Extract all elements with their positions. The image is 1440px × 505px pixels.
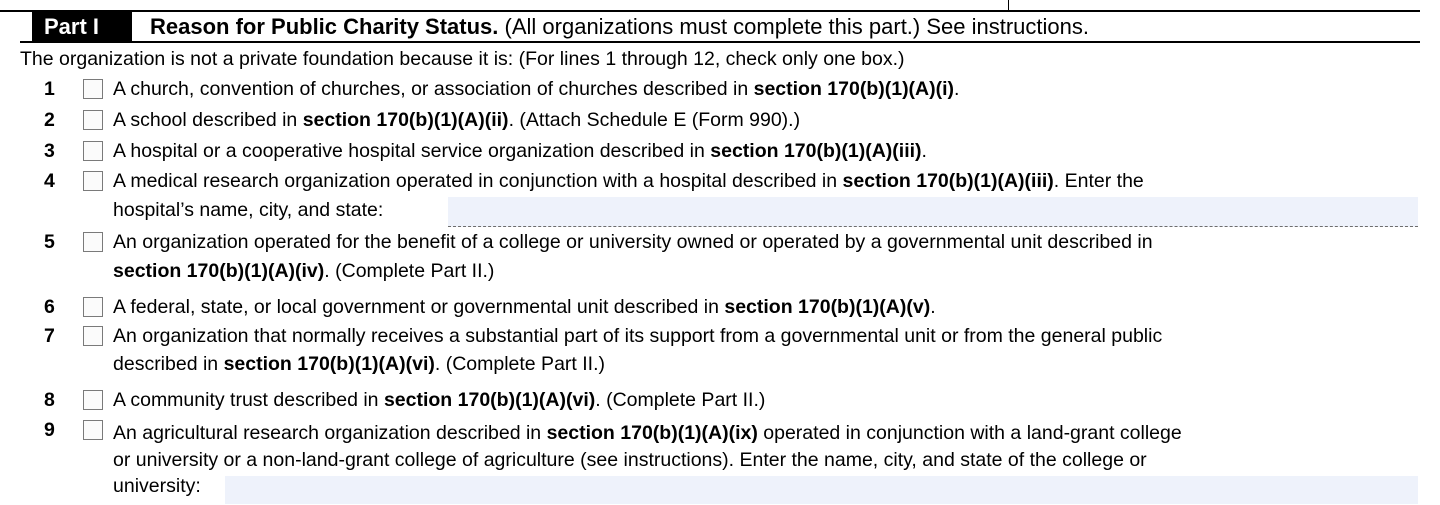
line-number: 9 <box>44 419 55 441</box>
section-ref: section 170(b)(1)(A)(vi) <box>223 353 435 375</box>
line-9-text: An agricultural research organization described in section 170(b)(1)(A)(ix) operated in conjunction with a land-grant college <box>113 422 1182 444</box>
section-ref: section 170(b)(1)(A)(ii) <box>302 109 509 131</box>
line-9-checkbox[interactable] <box>83 420 103 440</box>
line-number: 2 <box>44 109 55 131</box>
line-5-text: An organization operated for the benefit of a college or university owned or operated by a governmental unit described in <box>113 231 1153 253</box>
section-ref: section 170(b)(1)(A)(vi) <box>383 389 596 411</box>
line-number: 8 <box>44 389 55 411</box>
section-ref: section 170(b)(1)(A)(iv) <box>113 260 325 282</box>
section-ref: section 170(b)(1)(A)(ix) <box>546 422 758 444</box>
section-ref: section 170(b)(1)(A)(iii) <box>710 140 922 162</box>
line-6-checkbox[interactable] <box>83 297 103 317</box>
line-5-checkbox[interactable] <box>83 232 103 252</box>
line-4-text-2: hospital’s name, city, and state: <box>113 199 384 221</box>
line-3-checkbox[interactable] <box>83 141 103 161</box>
line-7-text-2: described in section 170(b)(1)(A)(vi). (Complete Part II.) <box>113 353 605 375</box>
line-8-text: A community trust described in section 170(b)(1)(A)(vi). (Complete Part II.) <box>113 389 766 411</box>
part-label: Part I <box>32 12 132 41</box>
line-1-text: A church, convention of churches, or association of churches described in section 170(b)(1)(A)(i). <box>113 78 960 100</box>
line-4-text: A medical research organization operated in conjunction with a hospital described in section 170(b)(1)(A)(iii). Enter the <box>113 170 1144 192</box>
line-5-text-2: section 170(b)(1)(A)(iv). (Complete Part II.) <box>113 260 495 282</box>
line-number: 1 <box>44 78 55 100</box>
section-ref: section 170(b)(1)(A)(i) <box>753 78 955 100</box>
section-ref: section 170(b)(1)(A)(iii) <box>842 170 1054 192</box>
line-number: 6 <box>44 296 55 318</box>
line-2-text: A school described in section 170(b)(1)(A)(ii). (Attach Schedule E (Form 990).) <box>113 109 801 131</box>
section-ref: section 170(b)(1)(A)(v) <box>724 296 931 318</box>
line-8-checkbox[interactable] <box>83 390 103 410</box>
line-7-checkbox[interactable] <box>83 326 103 346</box>
line-4-checkbox[interactable] <box>83 171 103 191</box>
part-header <box>20 12 1420 43</box>
part-title-bold: Reason for Public Charity Status. <box>150 14 499 39</box>
line-3-text: A hospital or a cooperative hospital service organization described in section 170(b)(1)(A)(iii). <box>113 140 927 162</box>
part-title <box>150 12 1089 41</box>
line-6-text: A federal, state, or local government or governmental unit described in section 170(b)(1)(A)(v). <box>113 296 936 318</box>
line-number: 7 <box>44 325 55 347</box>
line-9-text-3: university: <box>113 475 201 497</box>
intro-text: The organization is not a private foundation because it is: (For lines 1 through 12, check only one box.) <box>20 48 905 70</box>
line-7-text: An organization that normally receives a substantial part of its support from a governmental unit or from the general public <box>113 325 1163 347</box>
hospital-name-city-state-field[interactable] <box>448 197 1418 227</box>
line-number: 3 <box>44 140 55 162</box>
line-9-text-2: or university or a non-land-grant college of agriculture (see instructions). Enter the name, city, and state of the college or <box>113 449 1147 471</box>
part-title-rest: (All organizations must complete this part.) See instructions. <box>498 14 1089 39</box>
college-name-city-state-field[interactable] <box>225 476 1418 504</box>
line-1-checkbox[interactable] <box>83 79 103 99</box>
line-number: 4 <box>44 170 55 192</box>
line-number: 5 <box>44 231 55 253</box>
line-2-checkbox[interactable] <box>83 110 103 130</box>
